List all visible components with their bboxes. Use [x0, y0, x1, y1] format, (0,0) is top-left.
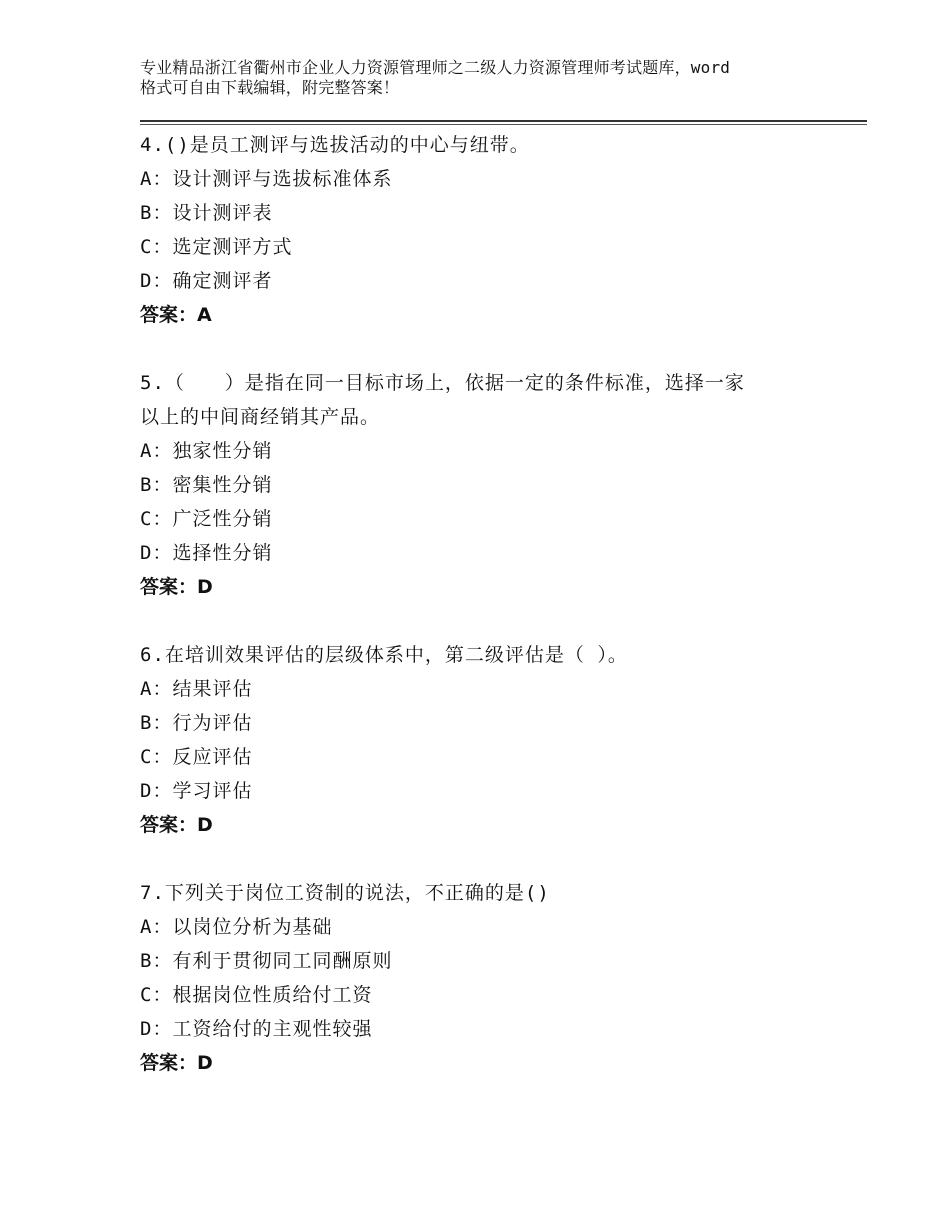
option-b: B：设计测评表: [140, 202, 273, 224]
option-d: D：选择性分销: [140, 542, 273, 564]
question-stem: 4.()是员工测评与选拔活动的中心与纽带。: [140, 134, 530, 156]
question-7: [140, 876, 840, 1080]
option-b: B：有利于贯彻同工同酬原则: [140, 950, 393, 972]
question-stem-continued: 以上的中间商经销其产品。: [140, 406, 381, 428]
question-stem: 7.下列关于岗位工资制的说法，不正确的是(): [140, 882, 550, 904]
option-d: D：学习评估: [140, 780, 253, 802]
document-header: [140, 58, 840, 98]
option-a: A：结果评估: [140, 678, 253, 700]
answer-text: 答案：D: [140, 814, 213, 836]
option-c: C：选定测评方式: [140, 236, 293, 258]
question-4: [140, 128, 840, 332]
question-list: [140, 128, 840, 1114]
question-stem: 6.在培训效果评估的层级体系中，第二级评估是（ ）。: [140, 644, 628, 666]
option-b: B：行为评估: [140, 712, 253, 734]
option-a: A：独家性分销: [140, 440, 273, 462]
question-5: [140, 366, 840, 604]
option-a: A：设计测评与选拔标准体系: [140, 168, 393, 190]
option-b: B：密集性分销: [140, 474, 273, 496]
header-divider-thin: [140, 124, 867, 125]
question-stem: 5.（ ）是指在同一目标市场上，依据一定的条件标准，选择一家: [140, 372, 745, 394]
option-d: D：确定测评者: [140, 270, 273, 292]
option-d: D：工资给付的主观性较强: [140, 1018, 373, 1040]
answer-text: 答案：A: [140, 304, 212, 326]
answer-text: 答案：D: [140, 1052, 213, 1074]
option-c: C：广泛性分销: [140, 508, 273, 530]
question-6: [140, 638, 840, 842]
header-line-2: 格式可自由下载编辑，附完整答案！: [140, 78, 400, 97]
option-c: C：反应评估: [140, 746, 253, 768]
option-c: C：根据岗位性质给付工资: [140, 984, 373, 1006]
answer-text: 答案：D: [140, 576, 213, 598]
header-divider-thick: [140, 120, 867, 122]
option-a: A：以岗位分析为基础: [140, 916, 333, 938]
header-line-1: 专业精品浙江省衢州市企业人力资源管理师之二级人力资源管理师考试题库，word: [140, 58, 731, 77]
